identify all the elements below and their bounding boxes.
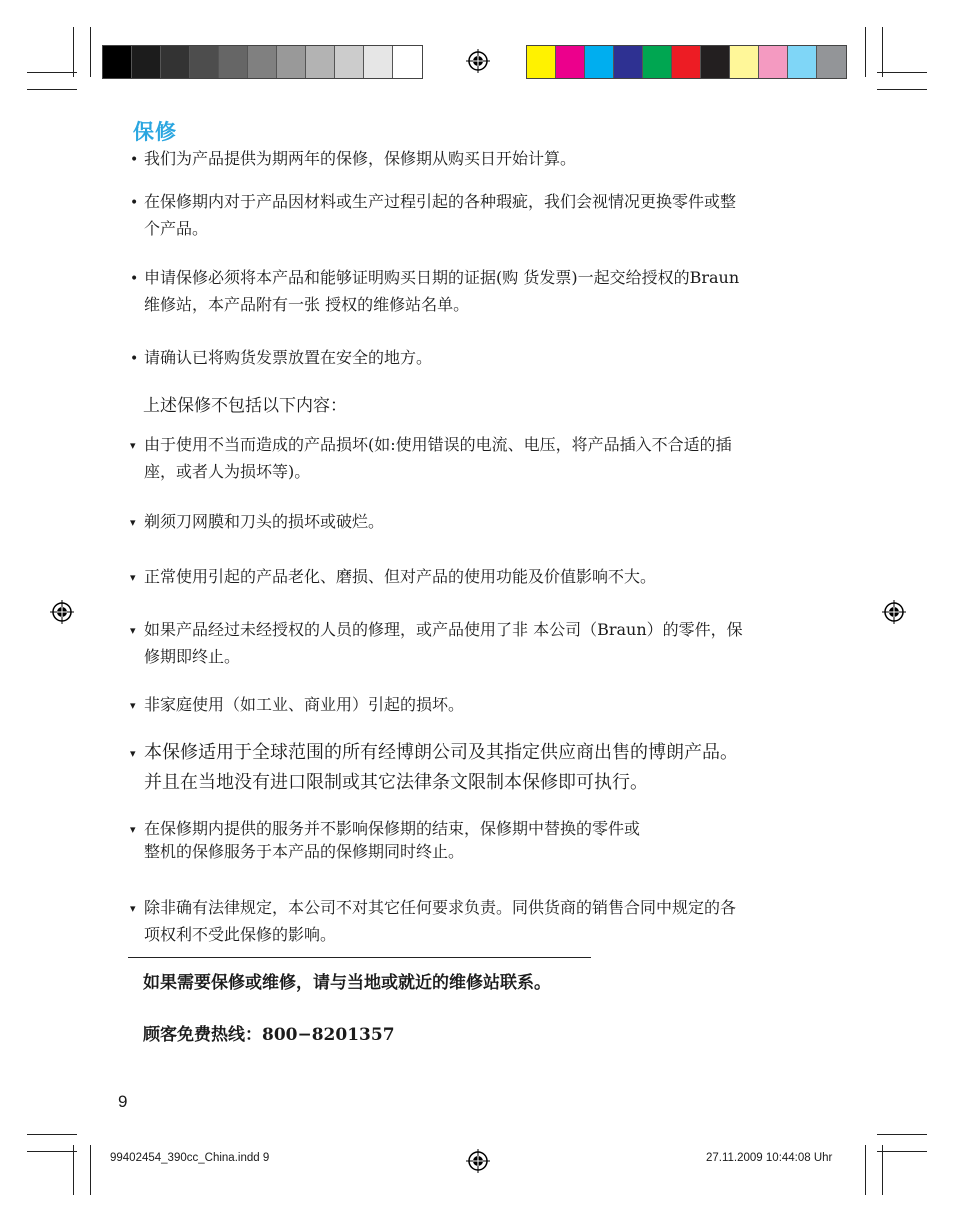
crop-mark xyxy=(882,27,883,77)
color-swatch xyxy=(103,46,132,78)
triangle-bullet-icon: ▾ xyxy=(130,699,136,712)
color-swatch xyxy=(701,46,730,78)
item-text: 如果产品经过未经授权的人员的修理，或产品使用了非 本公司（Braun）的零件，保 xyxy=(144,620,743,639)
color-swatch xyxy=(277,46,306,78)
footer-filename: 99402454_390cc_China.indd 9 xyxy=(110,1152,270,1164)
page-title: 保修 xyxy=(133,119,177,144)
exclusion-item xyxy=(130,818,830,863)
crop-mark xyxy=(865,27,866,77)
item-text: 在保修期内提供的服务并不影响保修期的结束，保修期中替换的零件或 xyxy=(144,819,641,838)
item-text: 申请保修必须将本产品和能够证明购买日期的证据(购 货发票)一起交给授权的Braun xyxy=(144,268,740,287)
exclusion-item xyxy=(130,617,830,670)
triangle-bullet-icon: ▾ xyxy=(130,439,136,452)
triangle-bullet-icon: ▾ xyxy=(130,624,136,637)
exclusion-item xyxy=(130,895,830,948)
crop-mark xyxy=(877,72,927,73)
color-swatch xyxy=(672,46,701,78)
crop-mark xyxy=(90,1145,91,1195)
color-swatch xyxy=(817,46,846,78)
item-text-continued: 个产品。 xyxy=(144,219,209,238)
triangle-bullet-icon: ▾ xyxy=(130,823,136,836)
registration-mark-icon xyxy=(466,49,490,73)
list-item xyxy=(130,345,830,372)
color-swatch xyxy=(219,46,248,78)
grayscale-color-bar xyxy=(102,45,423,79)
registration-mark-icon xyxy=(50,600,74,624)
item-text: 本保修适用于全球范围的所有经博朗公司及其指定供应商出售的博朗产品。 xyxy=(144,742,738,763)
exclusion-intro: 上述保修不包括以下内容： xyxy=(143,396,347,416)
item-text-continued: 并且在当地没有进口限制或其它法律条文限制本保修即可执行。 xyxy=(144,772,648,793)
triangle-bullet-icon: ▾ xyxy=(130,902,136,915)
item-text-continued: 座，或者人为损坏等)。 xyxy=(144,462,311,481)
crop-mark xyxy=(877,89,927,90)
triangle-bullet-icon: ▾ xyxy=(130,516,136,529)
crop-mark xyxy=(73,1145,74,1195)
divider xyxy=(128,957,591,958)
item-text: 在保修期内对于产品因材料或生产过程引起的各种瑕疵，我们会视情况更换零件或整 xyxy=(144,192,737,211)
page-number: 9 xyxy=(118,1092,128,1111)
color-swatch xyxy=(556,46,585,78)
item-text-continued: 项权利不受此保修的影响。 xyxy=(144,925,337,944)
crop-mark xyxy=(27,1151,77,1152)
color-swatch xyxy=(306,46,335,78)
registration-mark-icon xyxy=(882,600,906,624)
bullet-icon: • xyxy=(130,152,139,168)
color-swatch xyxy=(759,46,788,78)
exclusion-item xyxy=(130,738,830,797)
crop-mark xyxy=(90,27,91,77)
list-item xyxy=(130,146,830,173)
triangle-bullet-icon: ▾ xyxy=(130,571,136,584)
crop-mark xyxy=(882,1145,883,1195)
crop-mark xyxy=(27,1134,77,1135)
crop-mark xyxy=(73,27,74,77)
crop-mark xyxy=(27,89,77,90)
bullet-icon: • xyxy=(130,271,139,287)
item-text: 剃须刀网膜和刀头的损坏或破烂。 xyxy=(144,512,385,531)
item-text: 除非确有法律规定，本公司不对其它任何要求负责。同供货商的销售合同中规定的各 xyxy=(144,898,737,917)
crop-mark xyxy=(27,72,77,73)
footer-timestamp: 27.11.2009 10:44:08 Uhr xyxy=(706,1152,833,1164)
color-swatch xyxy=(190,46,219,78)
color-swatch xyxy=(527,46,556,78)
list-item xyxy=(130,265,830,318)
crop-mark xyxy=(877,1151,927,1152)
triangle-bullet-icon: ▾ xyxy=(130,747,136,760)
color-swatch xyxy=(132,46,161,78)
color-swatch xyxy=(585,46,614,78)
item-text: 非家庭使用（如工业、商业用）引起的损坏。 xyxy=(144,695,465,714)
hotline: 顾客免费热线：800−8201357 xyxy=(143,1025,395,1045)
item-text: 请确认已将购货发票放置在安全的地方。 xyxy=(144,348,433,367)
color-swatch xyxy=(393,46,422,78)
exclusion-item xyxy=(130,432,830,485)
contact-notice: 如果需要保修或维修，请与当地或就近的维修站联系。 xyxy=(143,973,551,993)
color-swatch xyxy=(730,46,759,78)
item-text-continued: 整机的保修服务于本产品的保修期同时终止。 xyxy=(144,842,465,861)
exclusion-item xyxy=(130,564,830,591)
bullet-icon: • xyxy=(130,351,139,367)
item-text: 我们为产品提供为期两年的保修，保修期从购买日开始计算。 xyxy=(144,149,577,168)
item-text-continued: 修期即终止。 xyxy=(144,647,241,666)
list-item xyxy=(130,189,830,242)
registration-mark-icon xyxy=(466,1149,490,1173)
color-swatch xyxy=(364,46,393,78)
crop-mark xyxy=(865,1145,866,1195)
bullet-icon: • xyxy=(130,195,139,211)
exclusion-item xyxy=(130,692,830,719)
color-swatch xyxy=(335,46,364,78)
color-swatch xyxy=(643,46,672,78)
color-swatch xyxy=(788,46,817,78)
color-swatch xyxy=(248,46,277,78)
color-swatch xyxy=(614,46,643,78)
exclusion-item xyxy=(130,509,830,536)
color-swatch xyxy=(161,46,190,78)
item-text-continued: 维修站，本产品附有一张 授权的维修站名单。 xyxy=(144,295,470,314)
process-color-bar xyxy=(526,45,847,79)
item-text: 正常使用引起的产品老化、磨损、但对产品的使用功能及价值影响不大。 xyxy=(144,567,657,586)
item-text: 由于使用不当而造成的产品损坏(如:使用错误的电流、电压，将产品插入不合适的插 xyxy=(144,435,732,454)
crop-mark xyxy=(877,1134,927,1135)
